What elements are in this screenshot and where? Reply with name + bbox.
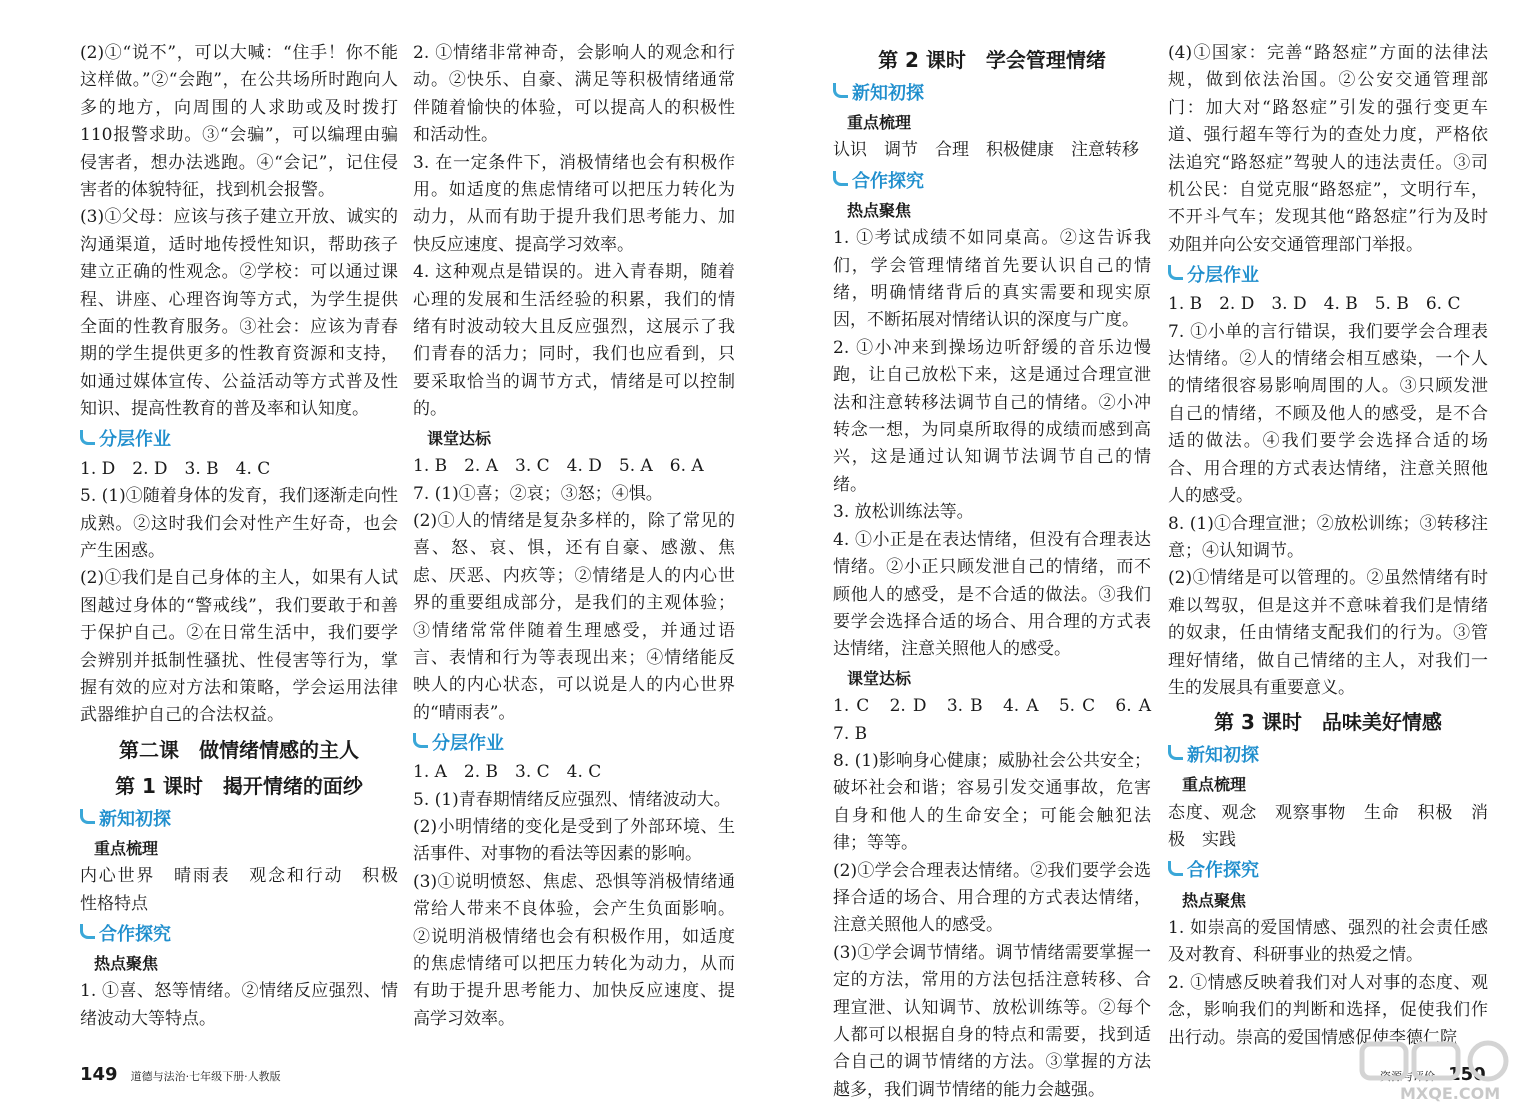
paragraph: 5. (1)青春期情绪反应强烈、情绪波动大。 [413,789,731,810]
paragraph: 内心世界 晴雨表 观念和行动 积极 性格特点 [80,866,415,914]
paragraph: (2)①情绪是可以管理的。②虽然情绪有时难以驾驭，但是这并不意味着我们是情绪的奴隶，任由情绪支配我们的行为。③管理好情绪，做自己情绪的主人，对我们一生的发展具有重要意义。 [1168,568,1488,698]
paragraph: 3. 在一定条件下，消极情绪也会有积极作用。如适度的焦虑情绪可以把压力转化为动力，从而有助于提升我们思考能力、加快反应速度、提高学习效率。 [413,152,735,255]
paragraph: 1. ①喜、怒等情绪。②情绪反应强烈、情绪波动大等特点。 [80,981,398,1029]
page-number: 149 [80,1064,118,1085]
paragraph: 8. (1)①合理宣泄；②放松训练；③转移注意；④认知调节。 [1168,513,1488,561]
subsection-title: 重点梳理 [847,113,912,132]
class-title: 第 1 课时 揭开情绪的面纱 [115,773,363,798]
section-header: 分层作业 [413,730,735,757]
column-3 [833,40,1168,1104]
section-bracket-icon [80,809,95,824]
section-bracket-icon [1168,861,1183,876]
paragraph: (3)①说明愤怒、焦虑、恐惧等消极情绪通常给人带来不良体验，会产生负面影响。②说明消极情绪也会有积极作用，如适度的焦虑情绪可以把压力转化为动力，从而有助于提升思考能力、加快反应速度、提高学习效率。 [413,871,735,1029]
section-header: 合作探究 [1168,858,1488,885]
page-number: 150 [1448,1064,1486,1085]
subsection-title: 热点聚焦 [847,200,912,220]
paragraph: (2)①学会合理表达情绪。②我们要学会选择合适的场合、用合理的方式表达情绪，注意关照他人的感受。 [833,860,1151,936]
section-bracket-icon [833,83,848,98]
watermark-text: MXQE.COM [1400,1084,1501,1103]
paragraph: 8. (1)影响身心健康；威胁社会公共安全；破坏社会和谐；容易引发交通事故，危害自身和他人的生命安全；可能会触犯法律；等等。 [833,750,1151,854]
section-header: 新知初探 [80,806,398,833]
paragraph: 态度、观念 观察事物 生命 积极 消极 实践 [1168,802,1488,851]
paragraph: (4)①国家：完善“路怒症”方面的法律法规，做到依法治国。②公安交通管理部门：加大对“路怒症”引发的强行变更车道、强行超车等行为的查处力度，严格依法追究“路怒症”驾驶人的违法责任。③司机公民：自觉克服“路怒症”，文明行车，不开斗气车；发现其他“路怒症”行为及时劝阻并向公安交通管理部门举报。 [1168,43,1488,255]
section-bracket-icon [80,430,95,445]
subsection-title: 热点聚焦 [94,953,159,973]
paragraph: (2)①我们是自己身体的主人，如果有人试图越过身体的“警戒线”，我们要敢于和善于保护自己。②在日常生活中，我们要学会辨别并抵制性骚扰、性侵害等行为，掌握有效的应对方法和策略，学会运用法律武器维护自己的合法权益。 [80,568,398,726]
paragraph: 1. 如崇高的爱国情感、强烈的社会责任感及对教育、科研事业的热爱之情。 [1168,917,1488,966]
answer-row: 1. C 2. D 3. B 4. A 5. C 6. A 7. B [833,696,1168,744]
subsection-title: 重点梳理 [94,838,159,858]
footer-text: 资源与评价 [1380,1070,1435,1083]
column-1 [80,40,415,1033]
paragraph: 7. (1)①喜；②哀；③怒；④惧。 [413,483,663,504]
class-title: 第 3 课时 品味美好情感 [1214,710,1442,735]
paragraph: 3. 放松训练法等。 [833,502,974,523]
paragraph: (2)①人的情绪是复杂多样的，除了常见的喜、怒、哀、惧，还有自豪、感激、焦虑、厌恶、内疚等；②情绪是人的内心世界的重要组成部分，是我们的主观体验；③情绪常常伴随着生理感受，并通过语言、表情和行为等表现出来；④情绪能反映人的内心状态，可以说是人的内心世界的“晴雨表”。 [413,510,735,723]
paragraph: 7. ①小单的言行错误，我们要学会合理表达情绪。②人的情绪会相互感染，一个人的情绪很容易影响周围的人。③只顾发泄自己的情绪，不顾及他人的感受，是不合适的做法。④我们要学会选择合适的场合、用合理的方式表达情绪，注意关照他人的感受。 [1168,321,1488,507]
paragraph: 认识 调节 合理 积极健康 注意转移 [833,140,1139,161]
section-bracket-icon [1168,265,1183,280]
column-2 [413,40,735,1033]
answer-row: 1. D 2. D 3. B 4. C [80,458,271,479]
section-bracket-icon [833,171,848,186]
section-header: 新知初探 [1168,742,1488,769]
footer-left [80,1064,281,1085]
subsection-title: 热点聚焦 [1182,890,1247,910]
paragraph: (3)①学会调节情绪。调节情绪需要掌握一定的方法，常用的方法包括注意转移、合理宣泄、认知调节、放松训练等。②每个人都可以根据自身的特点和需要，找到适合自己的调节情绪的方法。③掌握的方法越多，我们调节情绪的能力会越强。 [833,942,1151,1100]
paragraph: 1. ①考试成绩不如同桌高。②这告诉我们，学会管理情绪首先要认识自己的情绪，明确情绪背后的真实需要和现实原因，不断拓展对情绪认识的深度与广度。 [833,228,1151,331]
section-bracket-icon [1168,745,1183,760]
column-4 [1168,40,1488,1052]
paragraph: (3)①父母：应该与孩子建立开放、诚实的沟通渠道，适时地传授性知识，帮助孩子建立正确的性观念。②学校：可以通过课程、讲座、心理咨询等方式，为学生提供全面的性教育服务。③社会：应该为青春期的学生提供更多的性教育资源和支持，如通过媒体宣传、公益活动等方式普及性知识、提高性教育的普及率和认知度。 [80,207,398,420]
answer-row: 1. B 2. D 3. D 4. B 5. B 6. C [1168,294,1461,315]
class-title: 第 2 课时 学会管理情绪 [878,48,1106,72]
section-bracket-icon [413,733,428,748]
paragraph: 2. ①情绪非常神奇，会影响人的观念和行动。②快乐、自豪、满足等积极情绪通常伴随着愉快的体验，可以提高人的积极性和活动性。 [413,43,735,146]
paragraph: 2. ①情感反映着我们对人对事的态度、观念，影响我们的判断和选择，促使我们作出行动。崇高的爱国情感促使李德仁院 [1168,972,1488,1048]
footer-text: 道德与法治·七年级下册·人教版 [130,1070,281,1083]
subsection-title: 课堂达标 [847,668,912,688]
section-header: 分层作业 [80,427,398,454]
subsection-title: 重点梳理 [1182,775,1247,795]
paragraph: 2. ①小冲来到操场边听舒缓的音乐边慢跑，让自己放松下来，这是通过合理宣泄法和注意转移法调节自己的情绪。②小冲转念一想，为同桌所取得的成绩而感到高兴，这是通过认知调节法调节自己的情绪。 [833,337,1151,495]
subsection-title: 课堂达标 [427,428,492,448]
section-header: 新知初探 [833,80,1151,107]
section-header: 合作探究 [80,921,398,948]
answer-row: 1. B 2. A 3. C 4. D 5. A 6. A [413,456,704,477]
section-header: 合作探究 [833,168,1151,195]
answer-row: 1. A 2. B 3. C 4. C [413,762,602,783]
paragraph: 4. ①小正是在表达情绪，但没有合理表达情绪。②小正只顾发泄自己的情绪，而不顾他人的感受，是不合适的做法。③我们要学会选择合适的场合、用合理的方式表达情绪，注意关照他人的感受。 [833,529,1151,660]
lesson-title: 第二课 做情绪情感的主人 [119,737,359,762]
paragraph: 4. 这种观点是错误的。进入青春期，随着心理的发展和生活经验的积累，我们的情绪有时波动较大且反应强烈，这展示了我们青春的活力；同时，我们也应看到，只要采取恰当的调节方式，情绪是可以控制的。 [413,262,735,420]
paragraph: (2)小明情绪的变化是受到了外部环境、生活事件、对事物的看法等因素的影响。 [413,816,735,865]
watermark-logo [1340,1040,1530,1108]
section-header: 分层作业 [1168,262,1488,289]
section-bracket-icon [80,924,95,939]
paragraph: 5. (1)①随着身体的发育，我们逐渐走向性成熟。②这时我们会对性产生好奇，也会产生困惑。 [80,486,398,561]
paragraph: (2)①“说不”，可以大喊：“住手！你不能这样做。”②“会跑”，在公共场所时跑向人多的地方，向周围的人求助或及时拨打110报警求助。③“会骗”，可以编理由骗侵害者，想办法逃跑。④“会记”，记住侵害者的体貌特征，找到机会报警。 [80,43,398,201]
